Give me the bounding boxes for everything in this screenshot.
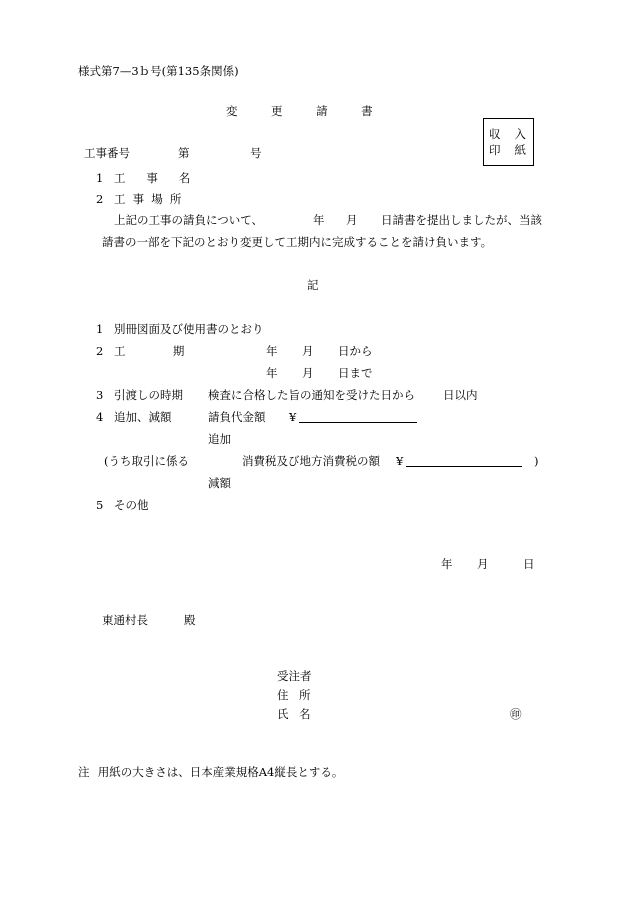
construction-number-dai: 第 [178, 146, 190, 160]
contractor-title: 受注者 [277, 669, 312, 683]
stamp-line2: 印 紙 [489, 143, 527, 157]
item-2-year2: 年 [266, 366, 278, 380]
item-4-label: 追加、減額 [114, 410, 172, 424]
stamp-line1: 収 入 [489, 127, 527, 141]
body-text-line2: 請書の一部を下記のとおり変更して工期内に完成することを請け負います。 [102, 235, 493, 249]
addressee-honorific: 殿 [184, 613, 196, 627]
body-text-a: 上記の工事の請負について、 [114, 213, 264, 227]
item-3-text: 検査に合格した旨の通知を受けた日から [208, 388, 415, 402]
contract-amount-label: 請負代金額 [208, 410, 266, 424]
body-text-b: 日請書を提出しましたが、当該 [381, 213, 542, 227]
item-2-until: 日まで [338, 366, 373, 380]
date-day: 日 [523, 557, 535, 571]
document-title: 変 更 請 書 [226, 104, 373, 118]
form-number: 様式第7—3ｂ号(第135条関係) [78, 64, 239, 78]
item-4-reduce: 減額 [208, 476, 231, 490]
item-2-year: 年 [266, 344, 278, 358]
item-5-text: その他 [114, 498, 149, 512]
contract-amount-line [299, 410, 417, 423]
date-month: 月 [477, 557, 489, 571]
item-3-number: 3 [96, 388, 104, 402]
item-4-add: 追加 [208, 432, 231, 446]
item-4-tax-label: 消費税及び地方消費税の額 [242, 454, 380, 468]
ki-heading: 記 [307, 278, 319, 292]
item-3-label: 引渡しの時期 [114, 388, 183, 402]
tax-amount-line [406, 454, 522, 467]
seal-mark: ㊞ [510, 707, 522, 721]
contractor-address-label: 住 所 [277, 688, 311, 702]
addressee-name: 東通村長 [102, 613, 148, 627]
body-month: 月 [346, 213, 358, 227]
item-3-suffix: 日以内 [443, 388, 478, 402]
item-2-month: 月 [302, 344, 314, 358]
item-1-text: 別冊図面及び使用書のとおり [114, 322, 264, 336]
date-year: 年 [441, 557, 453, 571]
body-year: 年 [313, 213, 325, 227]
field-number-2: 2 [96, 192, 104, 206]
item-4-number: 4 [96, 410, 104, 424]
note: 注 用紙の大きさは、日本産業規格A4縦長とする。 [78, 765, 344, 779]
item-2-month2: 月 [302, 366, 314, 380]
tax-amount-yen: ¥ [396, 454, 404, 468]
item-4-tax-prefix: (うち取引に係る [104, 454, 189, 468]
item-1-number: 1 [96, 322, 104, 336]
field-number-1: 1 [96, 171, 104, 185]
revenue-stamp-box [483, 118, 534, 166]
item-5-number: 5 [96, 498, 104, 512]
construction-number-label: 工事番号 [84, 146, 130, 160]
construction-number-go: 号 [250, 146, 262, 160]
item-2-number: 2 [96, 344, 104, 358]
item-2-from: 日から [338, 344, 373, 358]
item-2-label: 工 期 [114, 344, 185, 358]
contract-amount-yen: ¥ [289, 410, 297, 424]
field-construction-site: 工 事 場 所 [114, 192, 182, 206]
contractor-name-label: 氏 名 [277, 707, 311, 721]
field-construction-name: 工 事 名 [114, 171, 191, 185]
item-4-tax-close: ) [534, 454, 539, 468]
